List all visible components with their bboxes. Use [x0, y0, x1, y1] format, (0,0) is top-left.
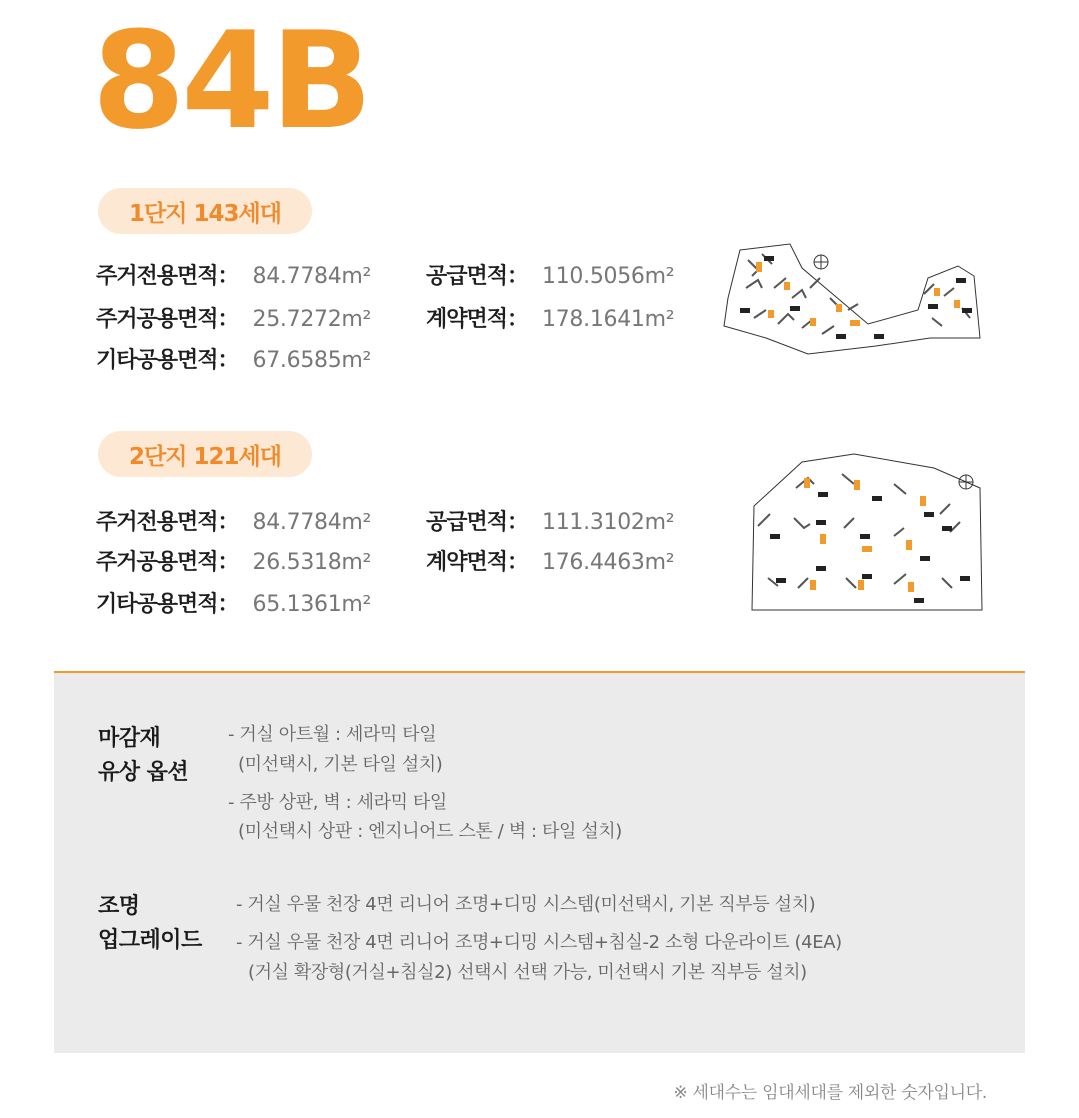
complex1-spec-contract: 계약면적 ： 178.1641m² — [426, 305, 674, 335]
complex2-spec-other: 기타공용면적 ： 65.1361m² — [96, 590, 371, 620]
spec-value: 84.7784m² — [252, 510, 372, 535]
spec-value: 67.6585m² — [252, 348, 372, 373]
spec-label: 공급면적 — [426, 510, 508, 535]
spec-label: 계약면적 — [426, 550, 508, 575]
complex1-badge: 1단지 143세대 — [98, 188, 312, 234]
complex1-spec-supply: 공급면적 ： 110.5056m² — [426, 262, 674, 292]
spec-label: 기타공용면적 — [96, 348, 218, 373]
site-plan-2-icon — [744, 448, 986, 614]
site-plan-1-icon — [718, 238, 988, 356]
finish-option-title: 마감재 유상 옵션 — [98, 726, 189, 785]
spec-value: 84.7784m² — [252, 264, 372, 289]
spec-label: 주거공용면적 — [96, 550, 218, 575]
complex2-spec-contract: 계약면적 ： 176.4463m² — [426, 548, 674, 578]
spec-value: 110.5056m² — [542, 264, 675, 289]
lighting-option-title: 조명 업그레이드 — [98, 894, 202, 953]
spec-label: 주거공용면적 — [96, 307, 218, 332]
lighting-option-line: (거실 확장형(거실+침실2) 선택시 선택 가능, 미선택시 기본 직부등 설치) — [248, 962, 807, 983]
options-panel — [54, 673, 1025, 1053]
spec-value: 111.3102m² — [542, 510, 675, 535]
unit-type-title: 84B — [92, 3, 369, 159]
spec-value: 176.4463m² — [542, 550, 675, 575]
complex1-spec-exclusive: 주거전용면적 ： 84.7784m² — [96, 262, 371, 292]
spec-value: 26.5318m² — [252, 550, 372, 575]
spec-value: 25.7272m² — [252, 307, 372, 332]
complex1-spec-shared: 주거공용면적 ： 25.7272m² — [96, 305, 371, 335]
spec-label: 공급면적 — [426, 264, 508, 289]
finish-option-line: - 거실 아트월 : 세라믹 타일 — [228, 724, 437, 745]
complex2-badge: 2단지 121세대 — [98, 431, 312, 477]
spec-value: 65.1361m² — [252, 592, 372, 617]
finish-option-line: (미선택시, 기본 타일 설치) — [238, 754, 443, 775]
footnote: ※ 세대수는 임대세대를 제외한 숫자입니다. — [673, 1083, 987, 1103]
spec-label: 기타공용면적 — [96, 592, 218, 617]
lighting-option-line: - 거실 우물 천장 4면 리니어 조명+디밍 시스템+침실-2 소형 다운라이트 (4EA) — [236, 932, 842, 953]
complex2-spec-shared: 주거공용면적 ： 26.5318m² — [96, 548, 371, 578]
finish-option-line: (미선택시 상판 : 엔지니어드 스톤 / 벽 : 타일 설치) — [238, 821, 622, 842]
complex1-spec-other: 기타공용면적 ： 67.6585m² — [96, 346, 371, 376]
lighting-option-line: - 거실 우물 천장 4면 리니어 조명+디밍 시스템(미선택시, 기본 직부등 설치) — [236, 894, 816, 915]
spec-value: 178.1641m² — [542, 307, 675, 332]
spec-label: 계약면적 — [426, 307, 508, 332]
complex2-spec-exclusive: 주거전용면적 ： 84.7784m² — [96, 508, 371, 538]
spec-label: 주거전용면적 — [96, 510, 218, 535]
spec-label: 주거전용면적 — [96, 264, 218, 289]
complex2-spec-supply: 공급면적 ： 111.3102m² — [426, 508, 674, 538]
finish-option-line: - 주방 상판, 벽 : 세라믹 타일 — [228, 792, 447, 813]
